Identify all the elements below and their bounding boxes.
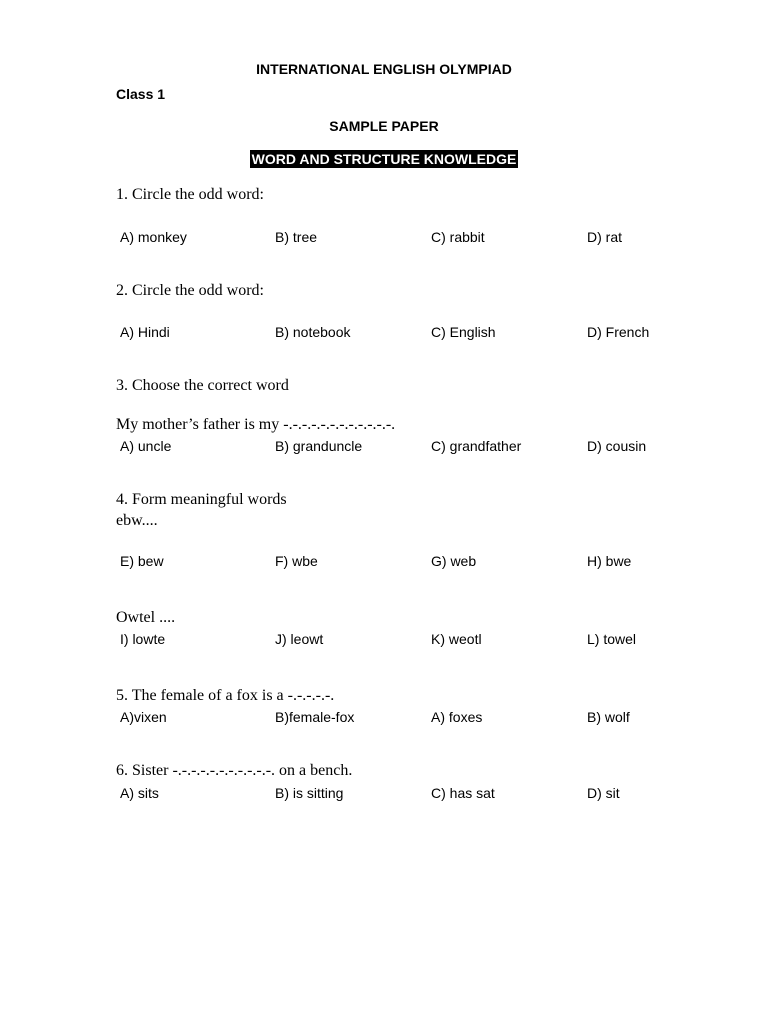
option-4k: K) weotl: [431, 631, 482, 647]
question-3-sentence: My mother’s father is my -.-.-.-.-.-.-.-.-.-.-.-.: [116, 416, 396, 433]
option-5c: A) foxes: [431, 709, 483, 725]
option-1c: C) rabbit: [431, 229, 485, 245]
option-6b: B) is sitting: [275, 785, 344, 801]
option-4h: H) bwe: [587, 553, 632, 569]
option-1b: B) tree: [275, 229, 318, 245]
option-3b: B) granduncle: [275, 438, 363, 454]
class-label: Class 1: [116, 86, 166, 102]
option-2a: A) Hindi: [120, 324, 170, 340]
option-6a: A) sits: [120, 785, 159, 801]
option-5a: A)vixen: [120, 709, 167, 725]
option-4f: F) wbe: [275, 553, 318, 569]
option-3d: D) cousin: [587, 438, 647, 454]
question-3-prompt: 3. Choose the correct word: [116, 377, 289, 394]
option-2d: D) French: [587, 324, 650, 340]
option-4g: G) web: [431, 553, 477, 569]
question-2-prompt: 2. Circle the odd word:: [116, 282, 264, 299]
option-3a: A) uncle: [120, 438, 172, 454]
question-6-prompt: 6. Sister -.-.-.-.-.-.-.-.-.-.-. on a bench.: [116, 762, 353, 779]
section-heading: [0, 152, 768, 166]
option-6c: C) has sat: [431, 785, 495, 801]
option-3c: C) grandfather: [431, 438, 522, 454]
option-5d: B) wolf: [587, 709, 630, 725]
question-4-prompt: 4. Form meaningful words: [116, 491, 287, 508]
sample-paper-label: SAMPLE PAPER: [329, 118, 439, 134]
question-4-word-2: Owtel ....: [116, 609, 176, 626]
option-2c: C) English: [431, 324, 496, 340]
option-4i: I) lowte: [120, 631, 166, 647]
option-1a: A) monkey: [120, 229, 187, 245]
question-5-prompt: 5. The female of a fox is a -.-.-.-.-.: [116, 687, 335, 704]
option-6d: D) sit: [587, 785, 620, 801]
question-1-prompt: 1. Circle the odd word:: [116, 186, 264, 203]
option-4l: L) towel: [587, 631, 637, 647]
paper-title: INTERNATIONAL ENGLISH OLYMPIAD: [256, 61, 512, 77]
option-2b: B) notebook: [275, 324, 351, 340]
option-1d: D) rat: [587, 229, 622, 245]
question-4-word-1: ebw....: [116, 512, 158, 529]
section-banner: WORD AND STRUCTURE KNOWLEDGE: [251, 151, 517, 167]
option-4j: J) leowt: [275, 631, 324, 647]
option-4e: E) bew: [120, 553, 164, 569]
option-5b: B)female-fox: [275, 709, 355, 725]
